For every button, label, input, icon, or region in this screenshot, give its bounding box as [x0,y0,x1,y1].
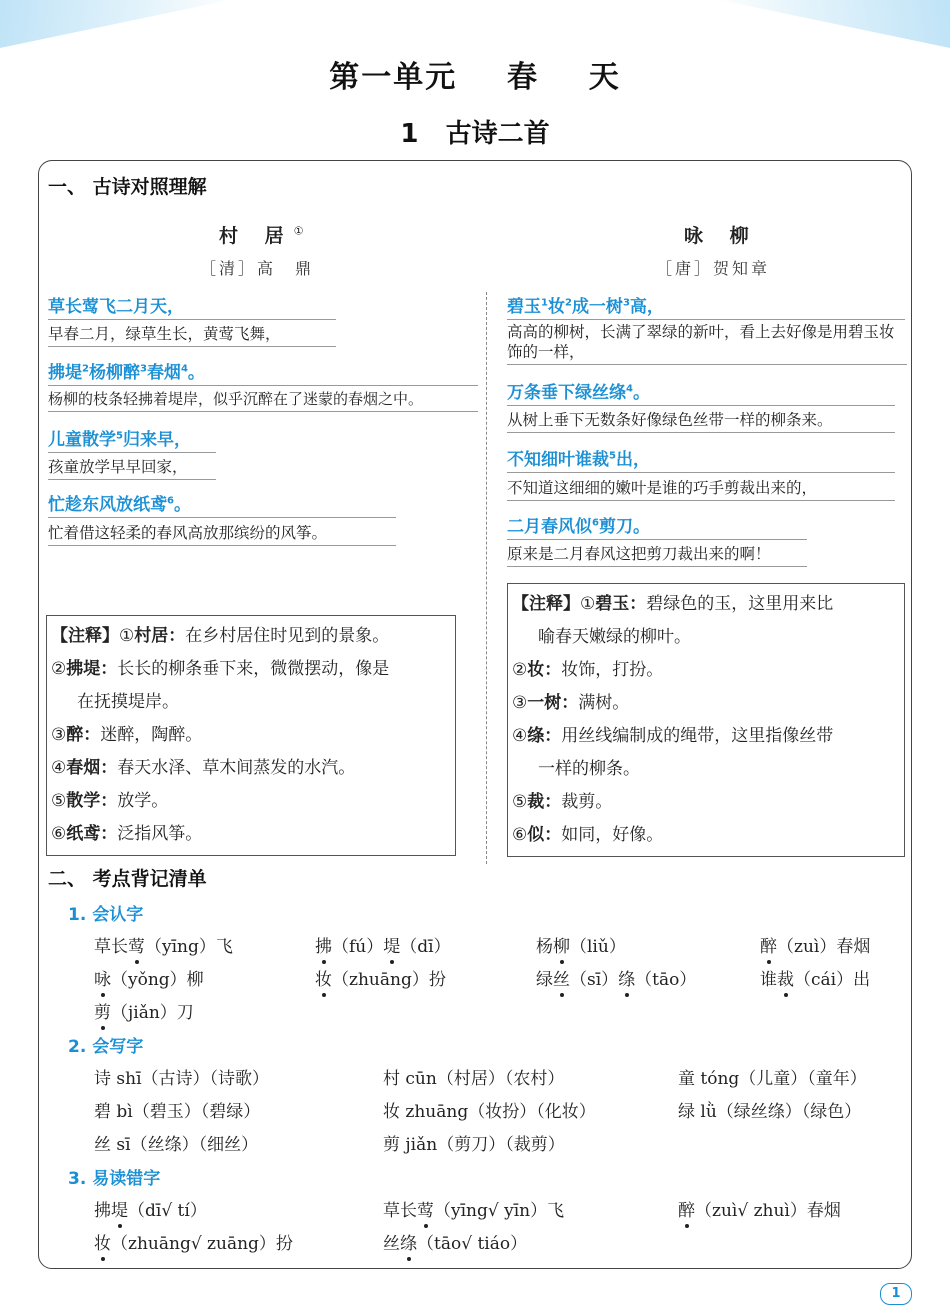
unit-name-2: 天 [588,60,621,95]
poem2-trans-4: 原来是二月春风这把剪刀裁出来的啊！ [507,542,807,567]
write-item: 诗 shī（古诗）（诗歌） [94,1069,270,1089]
poem2-line-2-a: 万条垂下绿丝绦 [507,383,626,403]
note-def: 裁剪。 [561,792,613,812]
note-mark: 6 [167,495,174,507]
unit-title [0,52,950,96]
recognize-item [315,932,451,957]
note-term: 妆： [527,660,562,680]
poem2-title: 咏 柳 [684,225,759,247]
poem1-author: ［清］高 鼎 [200,259,315,278]
write-item: 村 cūn（村居）（农村） [383,1069,565,1089]
note-term: 碧玉： [595,594,647,614]
target-char: 柳 [553,932,570,957]
note-def: 用丝线编制成的绳带，这里指像丝带 [561,726,834,746]
note-number: ② [512,660,528,680]
note-mark: 6 [592,517,599,529]
poem1-trans-3: 孩童放学早早回家， [48,455,216,480]
poem2-line-4-a: 二月春风似 [507,517,592,537]
note-def-cont: 在抚摸堤岸。 [77,692,179,712]
note-number: ③ [51,725,67,745]
note-mark: 2 [564,297,572,309]
recognize-item [94,932,233,957]
note-term: 似： [527,825,562,845]
lesson-name: 古诗二首 [445,119,550,149]
target-char: 绦 [618,965,635,990]
note-def: 泛指风筝。 [117,824,203,844]
column-divider [486,292,487,864]
sub-heading-misread: 3. 易读错字 [68,1169,161,1189]
write-item: 剪 jiǎn（剪刀）（裁剪） [383,1135,565,1155]
poem2-line-1-d: 高， [629,297,664,317]
recognize-item [94,965,204,990]
note-term: 散学： [66,791,118,811]
poem1-line-3 [48,425,216,453]
target-char: 剪 [94,998,111,1023]
poem1-line-4-b: 。 [173,495,191,515]
note-number: ⑥ [51,824,67,844]
note-number: ⑥ [512,825,528,845]
note-term: 拂堤： [66,659,118,679]
poem1-line-3-b: 归来早， [122,430,191,450]
note-mark: 3 [139,363,147,375]
note-def: 在乡村居住时见到的景象。 [185,626,390,646]
poem1-line-2-d: 。 [187,363,205,383]
pinyin: （tāo） [635,970,697,990]
note-def-cont: 喻春天嫩绿的柳叶。 [538,627,691,647]
misread-item [678,1196,841,1221]
poem1-notes [46,615,456,856]
note-def: 妆饰，打扮。 [561,660,664,680]
note-term: 醉： [66,725,101,745]
note-def: 春天水泽、草木间蒸发的水汽。 [117,758,356,778]
misread-item [94,1196,207,1221]
poem1-line-1 [48,292,336,320]
poem2-line-3-a: 不知细叶谁裁 [507,450,609,470]
word-part: 草长 [383,1201,417,1221]
pinyin: （cái）出 [794,970,871,990]
misread-item [383,1229,527,1254]
poem2-notes [507,583,905,857]
poem1-title-mark: ① [293,224,304,238]
note-number: ① [580,594,596,614]
pinyin: （sī） [570,970,619,990]
poem2-line-1-a: 碧玉 [507,297,541,317]
word-part: 拂 [94,1201,111,1221]
target-char: 咏 [94,965,111,990]
note-def: 迷醉，陶醉。 [100,725,203,745]
note-number: ③ [512,693,528,713]
poem1-line-2-a: 拂堤 [48,363,82,383]
poem1-line-3-a: 儿童散学 [48,430,116,450]
poem2-author: ［唐］贺知章 [656,259,771,278]
section2-heading: 二、 考点背记清单 [48,868,207,890]
poem2-line-3 [507,445,895,473]
word-part: 丝 [383,1234,400,1254]
poem1-trans-4: 忙着借这轻柔的春风高放那缤纷的风筝。 [48,521,396,546]
target-char: 堤 [383,932,400,957]
lesson-number: 1 [400,119,419,149]
poem2-line-1-b: 妆 [547,297,565,317]
lesson-title [0,113,950,150]
target-char: 醉 [678,1196,695,1221]
word-part: 谁 [760,970,777,990]
poem2-line-1 [507,292,905,320]
note-def: 如同，好像。 [561,825,664,845]
misread-item [94,1229,293,1254]
target-char: 拂 [315,932,332,957]
poem1-trans-2: 杨柳的枝条轻拂着堤岸，似乎沉醉在了迷蒙的春烟之中。 [48,388,478,412]
pinyin: （zuì）春烟 [777,937,871,957]
recognize-item [536,965,696,990]
target-char: 裁 [777,965,794,990]
target-char: 堤 [111,1196,128,1221]
note-mark: 4 [180,363,188,375]
poem1-line-1-text: 草长莺飞二月天， [48,297,184,317]
pinyin: （yīng）飞 [145,937,233,957]
pinyin: （dī） [400,937,451,957]
write-item: 碧 bì（碧玉）（碧绿） [94,1102,261,1122]
target-char: 醉 [760,932,777,957]
pinyin-options: （tāo√ tiáo） [417,1234,528,1254]
word-part: 杨 [536,937,553,957]
recognize-item [315,965,446,990]
target-char: 妆 [94,1229,111,1254]
corner-decoration-left [0,0,230,48]
note-number: ⑤ [51,791,67,811]
notes-label: 【注释】 [51,626,119,646]
poem2-trans-1: 高高的柳树，长满了翠绿的新叶，看上去好像是用碧玉妆饰的一样， [507,322,907,365]
note-number: ④ [51,758,67,778]
pinyin-options: （zhuāng√ zuāng）扮 [111,1234,293,1254]
target-char: 绦 [400,1229,417,1254]
page-number: 1 [880,1283,912,1305]
poem2-line-2 [507,378,895,406]
note-term: 村居： [134,626,186,646]
recognize-item [760,932,870,957]
pinyin-options: （dī√ tí） [128,1201,207,1221]
note-term: 纸鸢： [66,824,118,844]
poem2-line-1-c: 成一树 [571,297,623,317]
write-item: 绿 lǜ（绿丝绦）（绿色） [678,1102,862,1122]
poem1-line-2-c: 春烟 [146,363,181,383]
pinyin: （yǒng）柳 [111,970,204,990]
note-mark: 5 [609,450,616,462]
target-char: 妆 [315,965,332,990]
note-def-cont: 一样的柳条。 [538,759,640,779]
note-mark: 3 [622,297,630,309]
poem2-line-4-b: 剪刀。 [598,517,650,537]
note-number: ② [51,659,67,679]
poem2-trans-3: 不知道这细细的嫩叶是谁的巧手剪裁出来的， [507,476,895,501]
sub-heading-recognize: 1. 会认字 [68,905,144,925]
pinyin: （liǔ） [570,937,626,957]
poem1-line-4-a: 忙趁东风放纸鸢 [48,495,167,515]
note-term: 绦： [527,726,562,746]
poem2-line-4 [507,512,807,540]
poem2-line-2-b: 。 [632,383,650,403]
note-term: 春烟： [66,758,118,778]
note-def: 长长的柳条垂下来，微微摆动，像是 [117,659,390,679]
target-char: 丝 [553,965,570,990]
misread-item [383,1196,564,1221]
poem1-line-4 [48,490,396,518]
write-item: 童 tóng（儿童）（童年） [678,1069,867,1089]
write-item: 丝 sī（丝绦）（细丝） [94,1135,259,1155]
note-mark: 2 [82,363,89,375]
poem1-line-2-b: 杨柳醉 [88,363,140,383]
note-number: ④ [512,726,528,746]
pinyin-options: （yīng√ yīn）飞 [434,1201,565,1221]
poem1-title [219,221,304,248]
poem1-title-text: 村 居 [219,225,294,247]
note-number: ⑤ [512,792,528,812]
poem1-trans-1: 早春二月，绿草生长，黄莺飞舞， [48,322,336,347]
note-def: 放学。 [117,791,169,811]
note-number: ① [119,626,135,646]
note-term: 一树： [527,693,579,713]
pinyin-options: （zuì√ zhuì）春烟 [695,1201,841,1221]
target-char: 莺 [128,932,145,957]
note-term: 裁： [527,792,562,812]
word-part: 草长 [94,937,128,957]
recognize-item [536,932,626,957]
unit-label: 第一单元 [329,60,458,95]
note-mark: 5 [116,430,123,442]
note-def: 满树。 [578,693,630,713]
word-part: 绿 [536,970,553,990]
recognize-item [94,998,194,1023]
note-def: 碧绿色的玉，这里用来比 [646,594,834,614]
pinyin: （zhuāng）扮 [332,970,446,990]
sub-heading-write: 2. 会写字 [68,1037,144,1057]
unit-name-1: 春 [507,60,539,95]
section1-heading: 一、 古诗对照理解 [48,176,207,198]
target-char: 莺 [417,1196,434,1221]
write-item: 妆 zhuāng（妆扮）（化妆） [383,1102,596,1122]
poem2-trans-2: 从树上垂下无数条好像绿色丝带一样的柳条来。 [507,408,895,433]
poem1-line-2 [48,358,478,386]
pinyin: （fú） [332,937,384,957]
corner-decoration-right [720,0,950,48]
note-mark: 4 [626,383,633,395]
pinyin: （jiǎn）刀 [111,1003,194,1023]
recognize-item [760,965,870,990]
notes-label: 【注释】 [512,594,580,614]
poem2-line-3-b: 出， [615,450,650,470]
note-mark: 1 [541,297,548,309]
